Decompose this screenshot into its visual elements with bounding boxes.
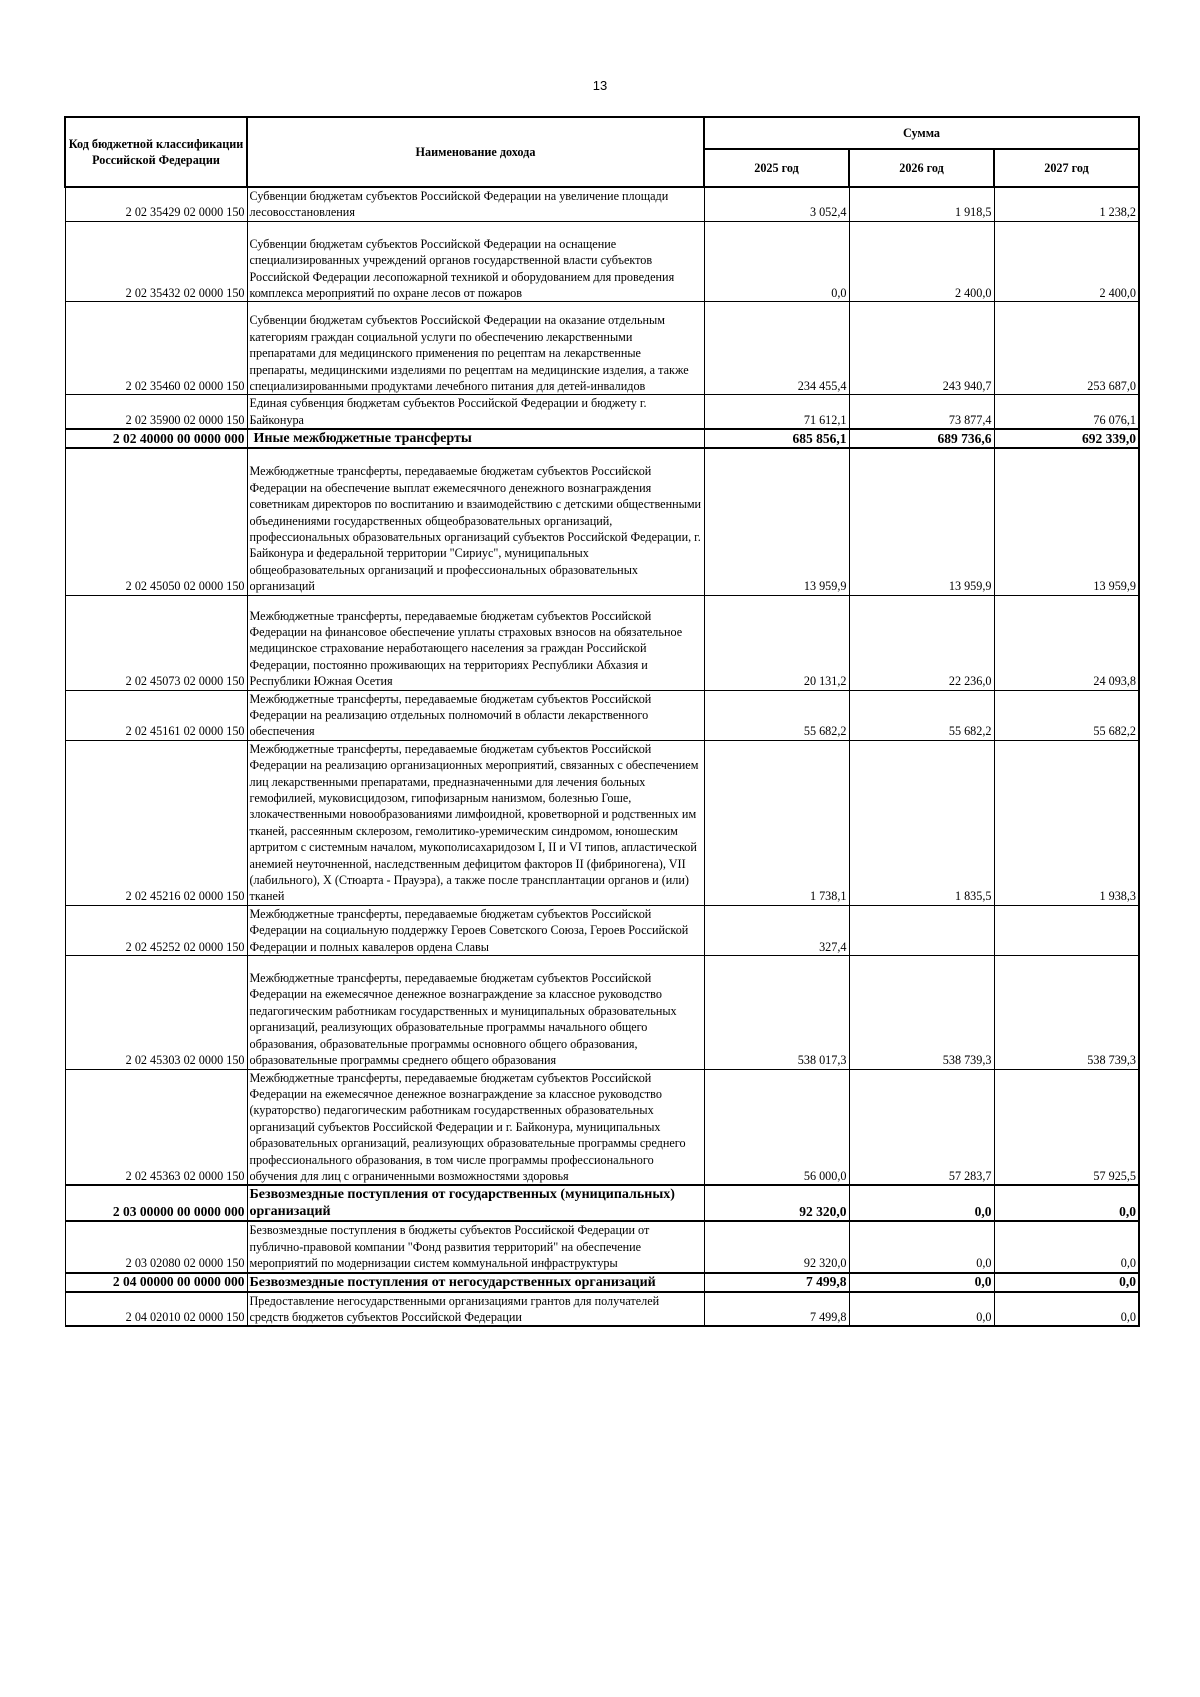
table-row: [65, 956, 1139, 1069]
row-value-2025: 92 320,0: [704, 1221, 849, 1272]
row-value-2027: 0,0: [994, 1185, 1139, 1221]
table-row: [65, 448, 1139, 595]
table-row: [65, 595, 1139, 690]
row-value-2025: 7 499,8: [704, 1273, 849, 1292]
row-value-2027: 0,0: [994, 1273, 1139, 1292]
table-row: [65, 905, 1139, 955]
row-value-2026: 1 835,5: [849, 740, 994, 905]
header-sum: Сумма: [704, 117, 1139, 149]
row-code: 2 02 45050 02 0000 150: [65, 448, 247, 595]
row-value-2025: 13 959,9: [704, 448, 849, 595]
row-code: 2 02 45303 02 0000 150: [65, 956, 247, 1069]
row-value-2026: 0,0: [849, 1185, 994, 1221]
row-code: 2 02 35432 02 0000 150: [65, 221, 247, 302]
row-value-2025: 71 612,1: [704, 395, 849, 429]
row-name: Субвенции бюджетам субъектов Российской Федерации на увеличение площади лесовосстановления: [247, 187, 704, 221]
row-value-2026: 57 283,7: [849, 1069, 994, 1185]
row-value-2027: 1 238,2: [994, 187, 1139, 221]
row-value-2025: 685 856,1: [704, 429, 849, 448]
row-value-2027: 76 076,1: [994, 395, 1139, 429]
row-name: Межбюджетные трансферты, передаваемые бюджетам субъектов Российской Федерации на финансовое обеспечение уплаты страховых взносов на обязательное медицинское страхование неработающего населения за граждан Российской Федерации, постоянно проживающих на территориях Республики Абхазия и Республики Южная Осетия: [247, 595, 704, 690]
row-value-2026: 0,0: [849, 1292, 994, 1327]
row-value-2027: 55 682,2: [994, 690, 1139, 740]
row-value-2026: 55 682,2: [849, 690, 994, 740]
row-code: 2 02 45073 02 0000 150: [65, 595, 247, 690]
row-value-2026: 0,0: [849, 1273, 994, 1292]
row-name: Межбюджетные трансферты, передаваемые бюджетам субъектов Российской Федерации на ежемесячное денежное вознаграждение за классное руководство (кураторство) педагогическим работникам государственных образовательных организаций субъектов Российской Федерации и г. Байконура, муниципальных образовательных организаций, реализующих образовательные программы среднего профессионального образования, в том числе программы профессионального обучения для лиц с ограниченными возможностями здоровья: [247, 1069, 704, 1185]
table-header: [65, 117, 1139, 187]
row-code: 2 04 00000 00 0000 000: [65, 1273, 247, 1292]
row-value-2026: 73 877,4: [849, 395, 994, 429]
table-row-subtotal: [65, 1273, 1139, 1292]
table-row-subtotal: [65, 429, 1139, 448]
row-value-2027: 0,0: [994, 1292, 1139, 1327]
row-value-2027: 692 339,0: [994, 429, 1139, 448]
row-code: 2 03 02080 02 0000 150: [65, 1221, 247, 1272]
row-value-2027: 253 687,0: [994, 302, 1139, 395]
row-value-2027: 0,0: [994, 1221, 1139, 1272]
table-row: [65, 690, 1139, 740]
row-value-2025: 538 017,3: [704, 956, 849, 1069]
table-row-subtotal: [65, 1185, 1139, 1221]
table-row: [65, 1221, 1139, 1272]
row-code: 2 02 35900 02 0000 150: [65, 395, 247, 429]
row-value-2026: 689 736,6: [849, 429, 994, 448]
table-row: [65, 221, 1139, 302]
row-code: 2 03 00000 00 0000 000: [65, 1185, 247, 1221]
row-value-2025: 1 738,1: [704, 740, 849, 905]
row-value-2026: [849, 905, 994, 955]
header-code: Код бюджетной классификации Российской Федерации: [65, 117, 247, 187]
row-value-2027: 538 739,3: [994, 956, 1139, 1069]
row-code: 2 02 45216 02 0000 150: [65, 740, 247, 905]
header-name: Наименование дохода: [247, 117, 704, 187]
table-row: [65, 1069, 1139, 1185]
row-value-2027: [994, 905, 1139, 955]
row-name: Безвозмездные поступления от государственных (муниципальных) организаций: [247, 1185, 704, 1221]
header-year-2027: 2027 год: [994, 149, 1139, 187]
row-value-2025: 56 000,0: [704, 1069, 849, 1185]
row-value-2027: 13 959,9: [994, 448, 1139, 595]
row-name: Межбюджетные трансферты, передаваемые бюджетам субъектов Российской Федерации на обеспечение выплат ежемесячного денежного вознаграждения советникам директоров по воспитанию и взаимодействию с детскими общественными объединениями государственных общеобразовательных организаций, профессиональных образовательных организаций субъектов Российской Федерации, г. Байконура и федеральной территории "Сириус", муниципальных общеобразовательных организаций и профессиональных образовательных организаций: [247, 448, 704, 595]
row-code: 2 02 35460 02 0000 150: [65, 302, 247, 395]
row-value-2026: 0,0: [849, 1221, 994, 1272]
row-value-2026: 538 739,3: [849, 956, 994, 1069]
table-row: [65, 187, 1139, 221]
row-value-2026: 2 400,0: [849, 221, 994, 302]
row-name: Межбюджетные трансферты, передаваемые бюджетам субъектов Российской Федерации на ежемесячное денежное вознаграждение за классное руководство педагогическим работникам государственных и муниципальных образовательных организаций, реализующих образовательные программы начального общего образования, образовательные программы основного общего образования, образовательные программы среднего общего образования: [247, 956, 704, 1069]
row-code: 2 02 35429 02 0000 150: [65, 187, 247, 221]
row-value-2025: 7 499,8: [704, 1292, 849, 1327]
row-value-2027: 57 925,5: [994, 1069, 1139, 1185]
row-code: 2 02 40000 00 0000 000: [65, 429, 247, 448]
row-value-2025: 92 320,0: [704, 1185, 849, 1221]
row-value-2027: 1 938,3: [994, 740, 1139, 905]
row-value-2027: 2 400,0: [994, 221, 1139, 302]
table-row: [65, 395, 1139, 429]
row-code: 2 02 45363 02 0000 150: [65, 1069, 247, 1185]
row-value-2025: 0,0: [704, 221, 849, 302]
row-name: Единая субвенция бюджетам субъектов Российской Федерации и бюджету г. Байконура: [247, 395, 704, 429]
row-code: 2 04 02010 02 0000 150: [65, 1292, 247, 1327]
row-name: Межбюджетные трансферты, передаваемые бюджетам субъектов Российской Федерации на реализацию отдельных полномочий в области лекарственного обеспечения: [247, 690, 704, 740]
row-name: Иные межбюджетные трансферты: [247, 429, 704, 448]
row-value-2026: 1 918,5: [849, 187, 994, 221]
row-name: Безвозмездные поступления в бюджеты субъектов Российской Федерации от публично-правовой компании "Фонд развития территорий" на обеспечение мероприятий по модернизации систем коммунальной инфраструктуры: [247, 1221, 704, 1272]
page-number: 13: [592, 78, 608, 93]
row-name: Межбюджетные трансферты, передаваемые бюджетам субъектов Российской Федерации на социальную поддержку Героев Советского Союза, Героев Российской Федерации и полных кавалеров ордена Славы: [247, 905, 704, 955]
table-row: [65, 302, 1139, 395]
row-name: Субвенции бюджетам субъектов Российской Федерации на оказание отдельным категориям граждан социальной услуги по обеспечению лекарственными препаратами для медицинского применения по рецептам на лекарственные препараты, медицинскими изделиями по рецептам на медицинские изделия, а также специализированными продуктами лечебного питания для детей-инвалидов: [247, 302, 704, 395]
row-value-2025: 327,4: [704, 905, 849, 955]
row-name: Субвенции бюджетам субъектов Российской Федерации на оснащение специализированных учреждений органов государственной власти субъектов Российской Федерации лесопожарной техникой и оборудованием для проведения комплекса мероприятий по охране лесов от пожаров: [247, 221, 704, 302]
row-value-2025: 3 052,4: [704, 187, 849, 221]
header-year-2025: 2025 год: [704, 149, 849, 187]
row-code: 2 02 45161 02 0000 150: [65, 690, 247, 740]
row-value-2026: 243 940,7: [849, 302, 994, 395]
row-name: Безвозмездные поступления от негосударственных организаций: [247, 1273, 704, 1292]
row-code: 2 02 45252 02 0000 150: [65, 905, 247, 955]
table-row: [65, 740, 1139, 905]
row-name: Предоставление негосударственными организациями грантов для получателей средств бюджетов субъектов Российской Федерации: [247, 1292, 704, 1327]
row-name: Межбюджетные трансферты, передаваемые бюджетам субъектов Российской Федерации на реализацию организационных мероприятий, связанных с обеспечением лиц лекарственными препаратами, предназначенными для лечения больных гемофилией, муковисцидозом, гипофизарным нанизмом, болезнью Гоше, злокачественными новообразованиями лимфоидной, кроветворной и родственных им тканей, рассеянным склерозом, гемолитико-уремическим синдромом, юношеским артритом с системным началом, мукополисахаридозом I, II и VI типов, апластической анемией неуточненной, наследственным дефицитом факторов II (фибриногена), VII (лабильного), X (Стюарта - Прауэра), а также после трансплантации органов и (или) тканей: [247, 740, 704, 905]
row-value-2025: 234 455,4: [704, 302, 849, 395]
row-value-2027: 24 093,8: [994, 595, 1139, 690]
row-value-2025: 55 682,2: [704, 690, 849, 740]
row-value-2025: 20 131,2: [704, 595, 849, 690]
header-year-2026: 2026 год: [849, 149, 994, 187]
row-value-2026: 22 236,0: [849, 595, 994, 690]
revenue-table: [64, 116, 1140, 1327]
row-value-2026: 13 959,9: [849, 448, 994, 595]
table-row: [65, 1292, 1139, 1327]
